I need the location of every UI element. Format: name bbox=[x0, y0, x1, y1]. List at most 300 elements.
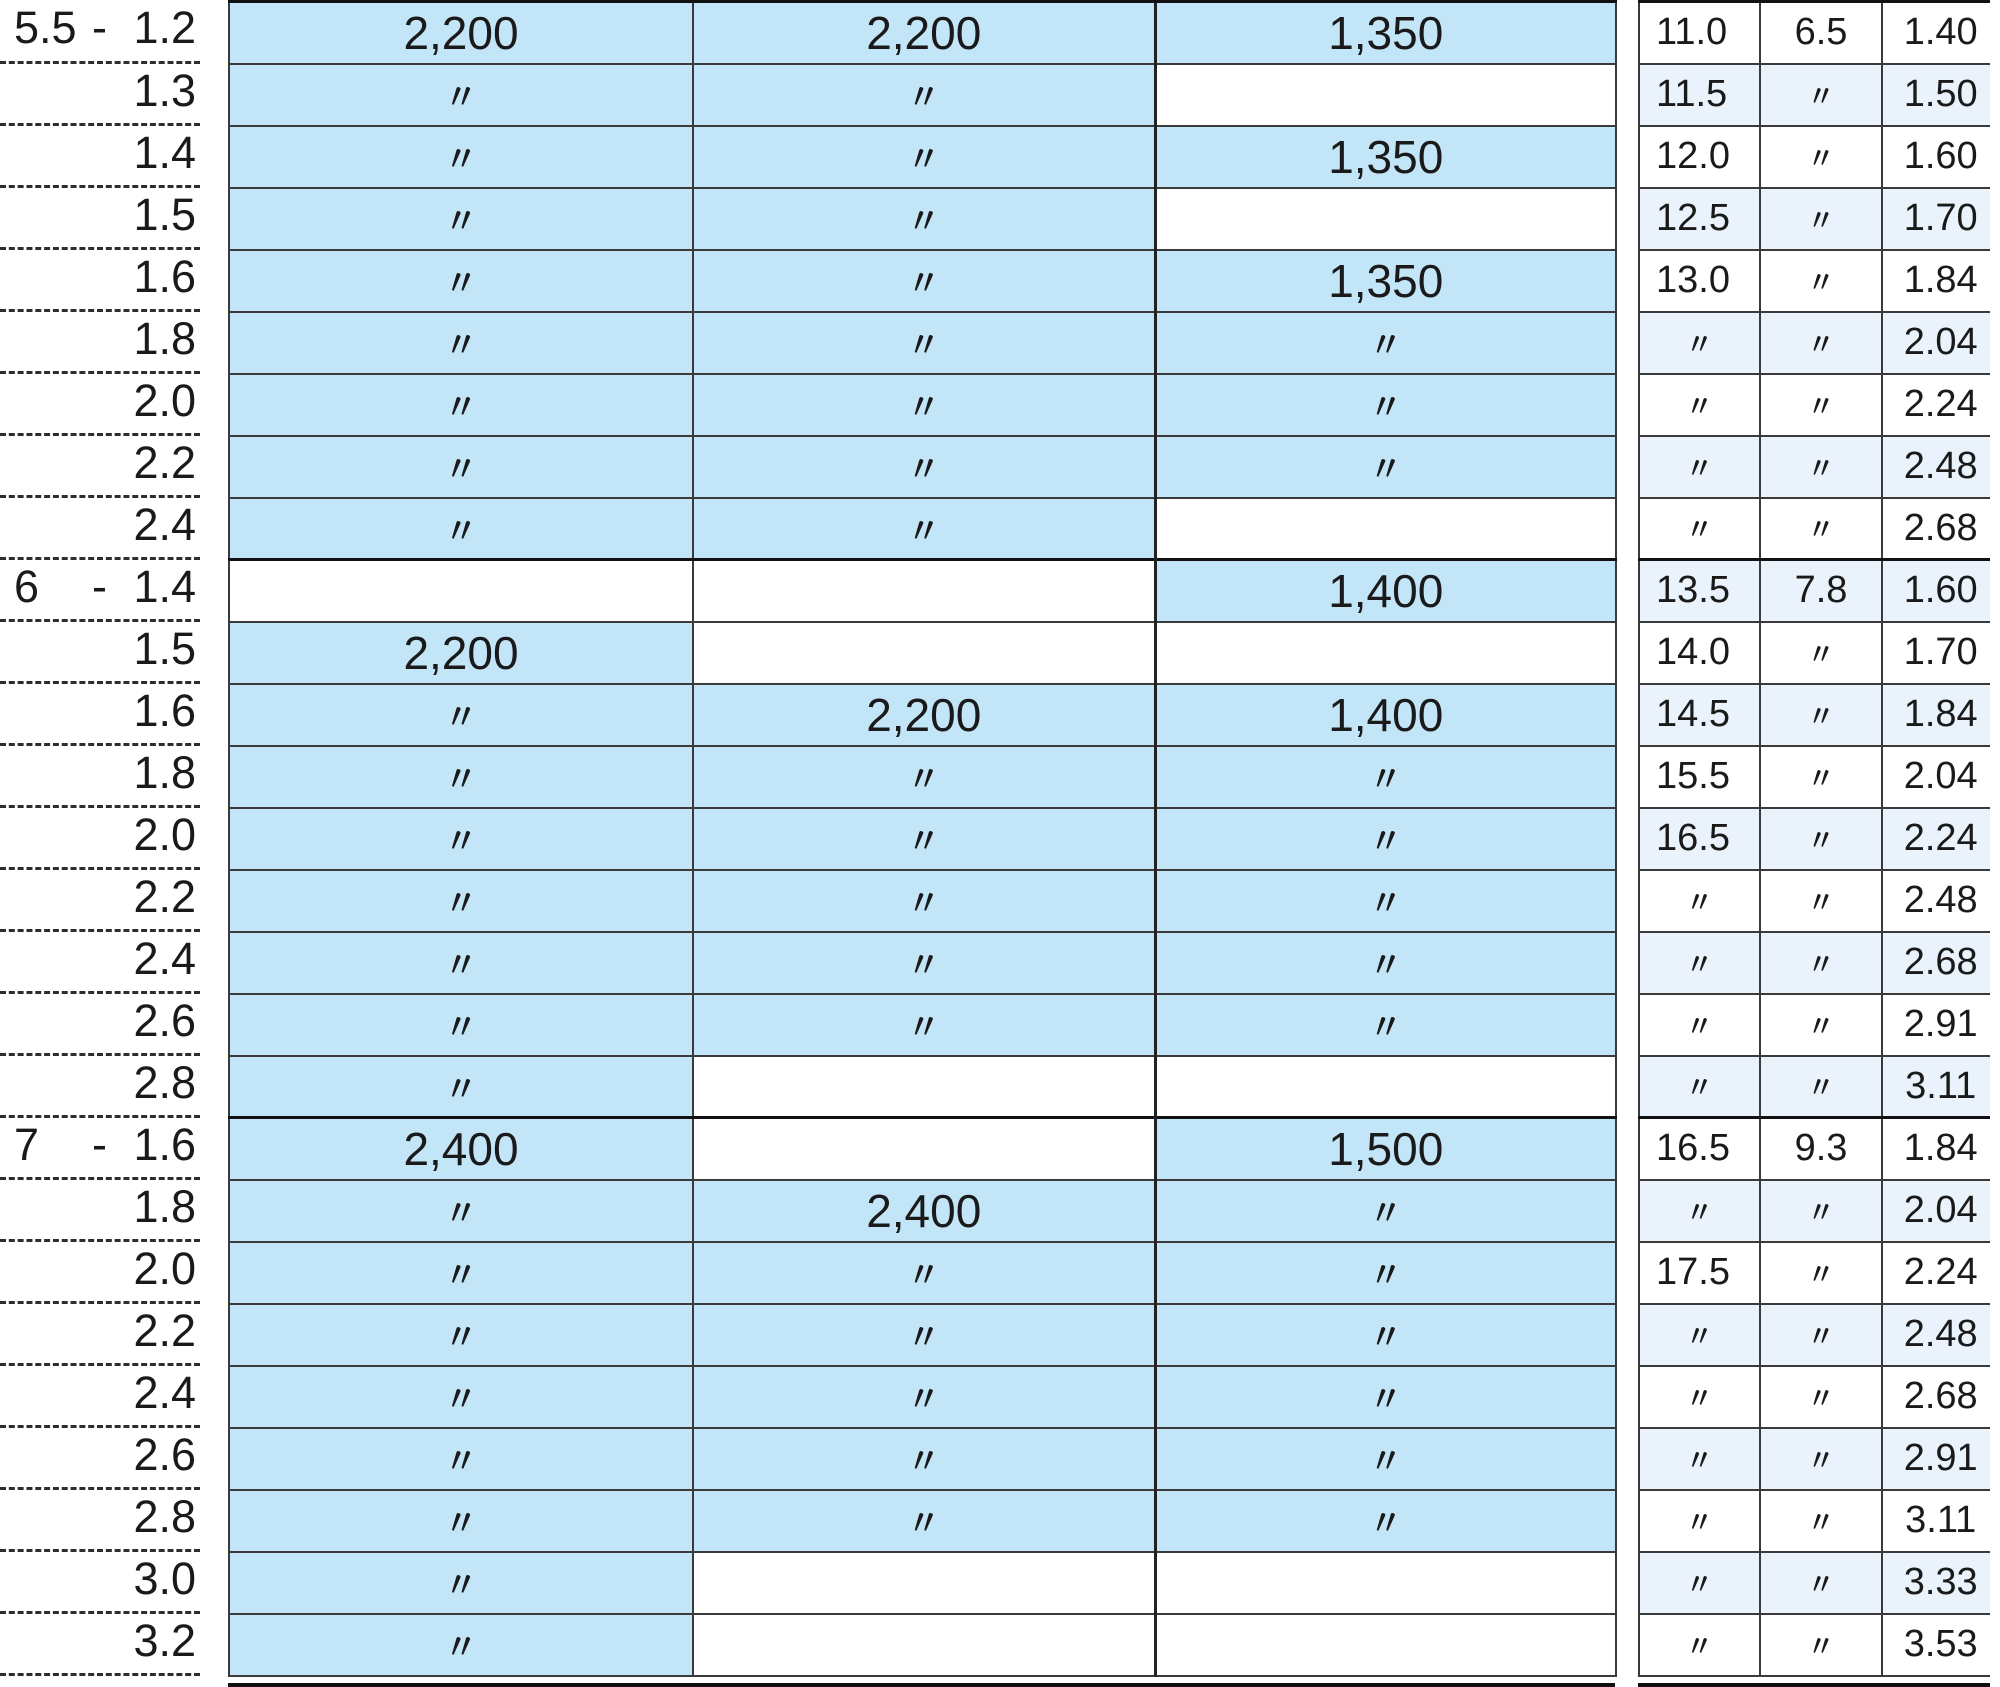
spec-cell: 2.04 bbox=[1882, 746, 1999, 808]
ditto-cell: 〃 bbox=[1155, 312, 1616, 374]
price-cell bbox=[1155, 1552, 1616, 1614]
ditto-cell: 〃 bbox=[1760, 1490, 1883, 1552]
price-grid-bottom-rule bbox=[228, 1683, 1615, 1687]
row-label-text: 2.4 bbox=[133, 1366, 196, 1418]
ditto-cell: 〃 bbox=[693, 374, 1155, 436]
ditto-cell: 〃 bbox=[693, 498, 1155, 560]
row-label-row bbox=[0, 558, 200, 620]
spec-cell: 3.11 bbox=[1882, 1056, 1999, 1118]
price-row bbox=[229, 126, 1616, 188]
row-label-text: 2.0 bbox=[133, 374, 196, 426]
ditto-cell: 〃 bbox=[229, 498, 693, 560]
ditto-cell: 〃 bbox=[229, 374, 693, 436]
row-label bbox=[0, 744, 200, 806]
ditto-cell: 〃 bbox=[1760, 188, 1883, 250]
ditto-cell: 〃 bbox=[229, 1056, 693, 1118]
spec-cell: 1.84 bbox=[1882, 250, 1999, 312]
spec-cell: 2.68 bbox=[1882, 498, 1999, 560]
spec-cell: 1.50 bbox=[1882, 64, 1999, 126]
ditto-cell: 〃 bbox=[1760, 1304, 1883, 1366]
price-cell: 2,200 bbox=[693, 684, 1155, 746]
spec-row bbox=[1639, 374, 1999, 436]
spec-row bbox=[1639, 1428, 1999, 1490]
price-cell bbox=[1155, 622, 1616, 684]
spec-row bbox=[1639, 436, 1999, 498]
row-label-text: 1.8 bbox=[133, 1180, 196, 1232]
ditto-cell: 〃 bbox=[693, 870, 1155, 932]
ditto-cell: 〃 bbox=[1760, 870, 1883, 932]
ditto-cell: 〃 bbox=[229, 1304, 693, 1366]
spec-grid bbox=[1638, 0, 2000, 1677]
row-label bbox=[0, 930, 200, 992]
ditto-cell: 〃 bbox=[1760, 684, 1883, 746]
row-label-text: 2.6 bbox=[133, 994, 196, 1046]
ditto-cell: 〃 bbox=[1760, 312, 1883, 374]
row-label-row bbox=[0, 682, 200, 744]
ditto-cell: 〃 bbox=[229, 250, 693, 312]
ditto-cell: 〃 bbox=[1639, 312, 1760, 374]
ditto-cell: 〃 bbox=[1155, 808, 1616, 870]
ditto-cell: 〃 bbox=[1639, 870, 1760, 932]
ditto-cell: 〃 bbox=[1760, 808, 1883, 870]
ditto-cell: 〃 bbox=[693, 250, 1155, 312]
row-label bbox=[0, 682, 200, 744]
price-row bbox=[229, 64, 1616, 126]
row-label-row bbox=[0, 310, 200, 372]
row-label bbox=[0, 620, 200, 682]
ditto-cell: 〃 bbox=[1155, 436, 1616, 498]
row-label bbox=[0, 62, 200, 124]
ditto-cell: 〃 bbox=[693, 1304, 1155, 1366]
spec-cell: 1.70 bbox=[1882, 188, 1999, 250]
price-row bbox=[229, 374, 1616, 436]
row-label bbox=[0, 1426, 200, 1488]
ditto-cell: 〃 bbox=[1760, 1366, 1883, 1428]
row-label bbox=[0, 434, 200, 496]
spec-row bbox=[1639, 1118, 1999, 1180]
spec-cell: 2.24 bbox=[1882, 808, 1999, 870]
ditto-cell: 〃 bbox=[1760, 250, 1883, 312]
spec-grid-bottom-rule bbox=[1638, 1683, 1990, 1687]
row-label-text: 1.8 bbox=[133, 746, 196, 798]
spec-cell: 2.68 bbox=[1882, 1366, 1999, 1428]
group-label bbox=[0, 1116, 200, 1178]
ditto-cell: 〃 bbox=[1155, 374, 1616, 436]
price-cell bbox=[693, 622, 1155, 684]
row-label-row bbox=[0, 248, 200, 310]
row-label-row bbox=[0, 124, 200, 186]
ditto-cell: 〃 bbox=[1639, 374, 1760, 436]
row-label bbox=[0, 496, 200, 558]
row-label-text: 2.8 bbox=[133, 1490, 196, 1542]
spec-cell: 1.40 bbox=[1882, 2, 1999, 64]
price-cell: 2,200 bbox=[693, 2, 1155, 64]
spec-row bbox=[1639, 1304, 1999, 1366]
row-label bbox=[0, 1302, 200, 1364]
row-label-row bbox=[0, 1426, 200, 1488]
price-row bbox=[229, 622, 1616, 684]
ditto-cell: 〃 bbox=[229, 188, 693, 250]
ditto-cell: 〃 bbox=[1760, 1056, 1883, 1118]
spec-row bbox=[1639, 1490, 1999, 1552]
ditto-cell: 〃 bbox=[229, 1552, 693, 1614]
spec-cell: 2.48 bbox=[1882, 1304, 1999, 1366]
ditto-cell: 〃 bbox=[229, 436, 693, 498]
price-row bbox=[229, 684, 1616, 746]
spec-cell: 1.84 bbox=[1882, 1118, 1999, 1180]
row-label-text: 3.2 bbox=[133, 1614, 196, 1666]
row-label-column bbox=[0, 0, 200, 1676]
ditto-cell: 〃 bbox=[1760, 1180, 1883, 1242]
price-cell: 1,350 bbox=[1155, 2, 1616, 64]
row-label-row bbox=[0, 1240, 200, 1302]
row-label bbox=[0, 310, 200, 372]
spec-cell: 2.91 bbox=[1882, 994, 1999, 1056]
row-label-text: 1.5 bbox=[133, 188, 196, 240]
ditto-cell: 〃 bbox=[1155, 1428, 1616, 1490]
spec-row bbox=[1639, 808, 1999, 870]
price-cell bbox=[693, 560, 1155, 622]
price-grid bbox=[228, 0, 1617, 1677]
spec-cell: 3.33 bbox=[1882, 1552, 1999, 1614]
row-label-text: 2.4 bbox=[133, 932, 196, 984]
spec-cell: 13.0 bbox=[1639, 250, 1760, 312]
price-row bbox=[229, 1118, 1616, 1180]
price-row bbox=[229, 1180, 1616, 1242]
row-label bbox=[0, 992, 200, 1054]
row-label bbox=[0, 124, 200, 186]
price-cell bbox=[1155, 188, 1616, 250]
ditto-cell: 〃 bbox=[1760, 746, 1883, 808]
price-row bbox=[229, 1304, 1616, 1366]
price-row bbox=[229, 436, 1616, 498]
ditto-cell: 〃 bbox=[1760, 436, 1883, 498]
row-label bbox=[0, 248, 200, 310]
row-label bbox=[0, 1240, 200, 1302]
ditto-cell: 〃 bbox=[1639, 1304, 1760, 1366]
price-cell bbox=[229, 560, 693, 622]
group-separator: - bbox=[92, 1118, 107, 1170]
ditto-cell: 〃 bbox=[1155, 1180, 1616, 1242]
row-label bbox=[0, 1488, 200, 1550]
row-label-text: 1.6 bbox=[133, 684, 196, 736]
row-label-text: 2.2 bbox=[133, 870, 196, 922]
ditto-cell: 〃 bbox=[229, 312, 693, 374]
row-label bbox=[0, 1178, 200, 1240]
row-label bbox=[0, 1364, 200, 1426]
price-cell: 1,400 bbox=[1155, 560, 1616, 622]
price-cell bbox=[693, 1552, 1155, 1614]
ditto-cell: 〃 bbox=[1639, 932, 1760, 994]
row-label-row bbox=[0, 868, 200, 930]
row-label-text: 1.3 bbox=[133, 64, 196, 116]
price-row bbox=[229, 1056, 1616, 1118]
row-label-row bbox=[0, 62, 200, 124]
ditto-cell: 〃 bbox=[693, 1242, 1155, 1304]
ditto-cell: 〃 bbox=[229, 808, 693, 870]
ditto-cell: 〃 bbox=[693, 64, 1155, 126]
spec-cell: 1.70 bbox=[1882, 622, 1999, 684]
row-label bbox=[0, 372, 200, 434]
row-label-row bbox=[0, 1054, 200, 1116]
ditto-cell: 〃 bbox=[229, 932, 693, 994]
spec-cell: 1.60 bbox=[1882, 560, 1999, 622]
ditto-cell: 〃 bbox=[229, 1180, 693, 1242]
row-label-text: 2.4 bbox=[133, 498, 196, 550]
ditto-cell: 〃 bbox=[1760, 1242, 1883, 1304]
row-label-row bbox=[0, 186, 200, 248]
row-label: 1.2 bbox=[133, 2, 196, 54]
spec-row bbox=[1639, 746, 1999, 808]
ditto-cell: 〃 bbox=[1639, 436, 1760, 498]
row-label-text: 1.6 bbox=[133, 250, 196, 302]
price-cell: 1,500 bbox=[1155, 1118, 1616, 1180]
ditto-cell: 〃 bbox=[229, 64, 693, 126]
spec-cell: 2.48 bbox=[1882, 436, 1999, 498]
ditto-cell: 〃 bbox=[1639, 1428, 1760, 1490]
row-label-text: 2.6 bbox=[133, 1428, 196, 1480]
ditto-cell: 〃 bbox=[1760, 126, 1883, 188]
row-label-text: 3.0 bbox=[133, 1552, 196, 1604]
price-cell bbox=[1155, 498, 1616, 560]
group-thickness: 5.5 bbox=[14, 2, 77, 54]
price-cell bbox=[1155, 1614, 1616, 1676]
spec-cell: 14.5 bbox=[1639, 684, 1760, 746]
row-label-row bbox=[0, 992, 200, 1054]
spec-cell: 7.8 bbox=[1760, 560, 1883, 622]
row-label-text: 2.0 bbox=[133, 808, 196, 860]
spec-cell: 12.0 bbox=[1639, 126, 1760, 188]
price-row bbox=[229, 932, 1616, 994]
row-label bbox=[0, 1550, 200, 1612]
spec-cell: 12.5 bbox=[1639, 188, 1760, 250]
price-cell: 2,200 bbox=[229, 622, 693, 684]
group-label bbox=[0, 0, 200, 62]
spec-cell: 3.53 bbox=[1882, 1614, 1999, 1676]
spec-cell: 13.5 bbox=[1639, 560, 1760, 622]
ditto-cell: 〃 bbox=[1760, 1614, 1883, 1676]
row-label-row bbox=[0, 0, 200, 62]
row-label: 1.4 bbox=[133, 560, 196, 612]
ditto-cell: 〃 bbox=[1760, 498, 1883, 560]
row-label-row bbox=[0, 496, 200, 558]
row-label-text: 1.4 bbox=[133, 126, 196, 178]
ditto-cell: 〃 bbox=[1639, 1180, 1760, 1242]
price-cell bbox=[1155, 64, 1616, 126]
row-label-row bbox=[0, 1302, 200, 1364]
group-label bbox=[0, 558, 200, 620]
row-label bbox=[0, 186, 200, 248]
spec-row bbox=[1639, 1056, 1999, 1118]
ditto-cell: 〃 bbox=[1155, 870, 1616, 932]
group-thickness: 6 bbox=[14, 560, 40, 612]
ditto-cell: 〃 bbox=[693, 1366, 1155, 1428]
spec-cell: 2.04 bbox=[1882, 1180, 1999, 1242]
price-cell bbox=[693, 1614, 1155, 1676]
price-row bbox=[229, 2, 1616, 64]
spec-row bbox=[1639, 1614, 1999, 1676]
price-row bbox=[229, 1552, 1616, 1614]
price-row bbox=[229, 808, 1616, 870]
group-thickness: 7 bbox=[14, 1118, 40, 1170]
spec-row bbox=[1639, 126, 1999, 188]
spec-cell: 2.91 bbox=[1882, 1428, 1999, 1490]
spec-row bbox=[1639, 2, 1999, 64]
spec-row bbox=[1639, 870, 1999, 932]
spec-cell: 14.0 bbox=[1639, 622, 1760, 684]
ditto-cell: 〃 bbox=[1760, 64, 1883, 126]
spec-row bbox=[1639, 250, 1999, 312]
row-label-text: 2.8 bbox=[133, 1056, 196, 1108]
spec-cell: 6.5 bbox=[1760, 2, 1883, 64]
row-label bbox=[0, 1612, 200, 1674]
ditto-cell: 〃 bbox=[1760, 622, 1883, 684]
price-row bbox=[229, 1242, 1616, 1304]
row-label bbox=[0, 1054, 200, 1116]
price-row bbox=[229, 1428, 1616, 1490]
price-row bbox=[229, 994, 1616, 1056]
spec-cell: 3.11 bbox=[1882, 1490, 1999, 1552]
row-label-row bbox=[0, 744, 200, 806]
ditto-cell: 〃 bbox=[1639, 1056, 1760, 1118]
spec-row bbox=[1639, 1366, 1999, 1428]
ditto-cell: 〃 bbox=[1639, 1614, 1760, 1676]
ditto-cell: 〃 bbox=[693, 126, 1155, 188]
price-cell: 2,400 bbox=[693, 1180, 1155, 1242]
spec-row bbox=[1639, 498, 1999, 560]
ditto-cell: 〃 bbox=[229, 994, 693, 1056]
ditto-cell: 〃 bbox=[1760, 932, 1883, 994]
price-row bbox=[229, 746, 1616, 808]
row-label-row bbox=[0, 372, 200, 434]
price-cell bbox=[693, 1118, 1155, 1180]
spec-cell: 2.68 bbox=[1882, 932, 1999, 994]
ditto-cell: 〃 bbox=[1760, 374, 1883, 436]
ditto-cell: 〃 bbox=[229, 1490, 693, 1552]
ditto-cell: 〃 bbox=[693, 808, 1155, 870]
row-label-row bbox=[0, 620, 200, 682]
group-separator: - bbox=[92, 560, 107, 612]
spec-cell: 1.60 bbox=[1882, 126, 1999, 188]
ditto-cell: 〃 bbox=[1639, 1366, 1760, 1428]
ditto-cell: 〃 bbox=[693, 994, 1155, 1056]
price-cell: 1,350 bbox=[1155, 126, 1616, 188]
ditto-cell: 〃 bbox=[693, 932, 1155, 994]
price-row bbox=[229, 188, 1616, 250]
ditto-cell: 〃 bbox=[1760, 1552, 1883, 1614]
ditto-cell: 〃 bbox=[229, 1614, 693, 1676]
spec-row bbox=[1639, 1552, 1999, 1614]
spec-cell: 1.84 bbox=[1882, 684, 1999, 746]
ditto-cell: 〃 bbox=[1639, 498, 1760, 560]
ditto-cell: 〃 bbox=[1155, 932, 1616, 994]
page-edge bbox=[1990, 0, 2000, 1687]
row-label-text: 2.2 bbox=[133, 1304, 196, 1356]
ditto-cell: 〃 bbox=[1155, 1304, 1616, 1366]
row-label bbox=[0, 868, 200, 930]
row-label-row bbox=[0, 930, 200, 992]
spec-row bbox=[1639, 312, 1999, 374]
price-cell: 2,400 bbox=[229, 1118, 693, 1180]
price-row bbox=[229, 870, 1616, 932]
row-label-row bbox=[0, 806, 200, 868]
ditto-cell: 〃 bbox=[1155, 1366, 1616, 1428]
ditto-cell: 〃 bbox=[1760, 1428, 1883, 1490]
spec-row bbox=[1639, 994, 1999, 1056]
price-cell: 2,200 bbox=[229, 2, 693, 64]
row-label-row bbox=[0, 434, 200, 496]
spec-row bbox=[1639, 622, 1999, 684]
row-label-text: 2.0 bbox=[133, 1242, 196, 1294]
ditto-cell: 〃 bbox=[1155, 746, 1616, 808]
row-label-row bbox=[0, 1364, 200, 1426]
spec-cell: 2.48 bbox=[1882, 870, 1999, 932]
spec-cell: 2.24 bbox=[1882, 374, 1999, 436]
spec-row bbox=[1639, 684, 1999, 746]
row-label-row bbox=[0, 1612, 200, 1674]
spec-cell: 17.5 bbox=[1639, 1242, 1760, 1304]
ditto-cell: 〃 bbox=[229, 1428, 693, 1490]
ditto-cell: 〃 bbox=[229, 126, 693, 188]
ditto-cell: 〃 bbox=[693, 746, 1155, 808]
row-label-text: 1.8 bbox=[133, 312, 196, 364]
row-label bbox=[0, 806, 200, 868]
price-cell: 1,400 bbox=[1155, 684, 1616, 746]
spec-cell: 11.5 bbox=[1639, 64, 1760, 126]
group-separator: - bbox=[92, 2, 107, 54]
ditto-cell: 〃 bbox=[1639, 1552, 1760, 1614]
price-row bbox=[229, 1366, 1616, 1428]
ditto-cell: 〃 bbox=[229, 870, 693, 932]
price-cell bbox=[1155, 1056, 1616, 1118]
price-row bbox=[229, 250, 1616, 312]
ditto-cell: 〃 bbox=[1760, 994, 1883, 1056]
price-row bbox=[229, 560, 1616, 622]
ditto-cell: 〃 bbox=[693, 188, 1155, 250]
ditto-cell: 〃 bbox=[229, 1242, 693, 1304]
ditto-cell: 〃 bbox=[1639, 994, 1760, 1056]
spec-row bbox=[1639, 64, 1999, 126]
spec-cell: 15.5 bbox=[1639, 746, 1760, 808]
row-label-row bbox=[0, 1488, 200, 1550]
ditto-cell: 〃 bbox=[229, 684, 693, 746]
ditto-cell: 〃 bbox=[1155, 994, 1616, 1056]
row-label-text: 1.5 bbox=[133, 622, 196, 674]
row-label-text: 2.2 bbox=[133, 436, 196, 488]
ditto-cell: 〃 bbox=[693, 1428, 1155, 1490]
spec-cell: 16.5 bbox=[1639, 808, 1760, 870]
ditto-cell: 〃 bbox=[229, 1366, 693, 1428]
row-label-row bbox=[0, 1116, 200, 1178]
ditto-cell: 〃 bbox=[1155, 1242, 1616, 1304]
price-cell bbox=[693, 1056, 1155, 1118]
price-row bbox=[229, 1614, 1616, 1676]
row-label-row bbox=[0, 1178, 200, 1240]
price-row bbox=[229, 312, 1616, 374]
row-label-row bbox=[0, 1550, 200, 1612]
spec-row bbox=[1639, 560, 1999, 622]
ditto-cell: 〃 bbox=[693, 1490, 1155, 1552]
spec-row bbox=[1639, 188, 1999, 250]
ditto-cell: 〃 bbox=[693, 312, 1155, 374]
ditto-cell: 〃 bbox=[1155, 1490, 1616, 1552]
spec-cell: 2.24 bbox=[1882, 1242, 1999, 1304]
row-label: 1.6 bbox=[133, 1118, 196, 1170]
spec-row bbox=[1639, 932, 1999, 994]
spec-cell: 9.3 bbox=[1760, 1118, 1883, 1180]
price-row bbox=[229, 498, 1616, 560]
spec-cell: 11.0 bbox=[1639, 2, 1760, 64]
